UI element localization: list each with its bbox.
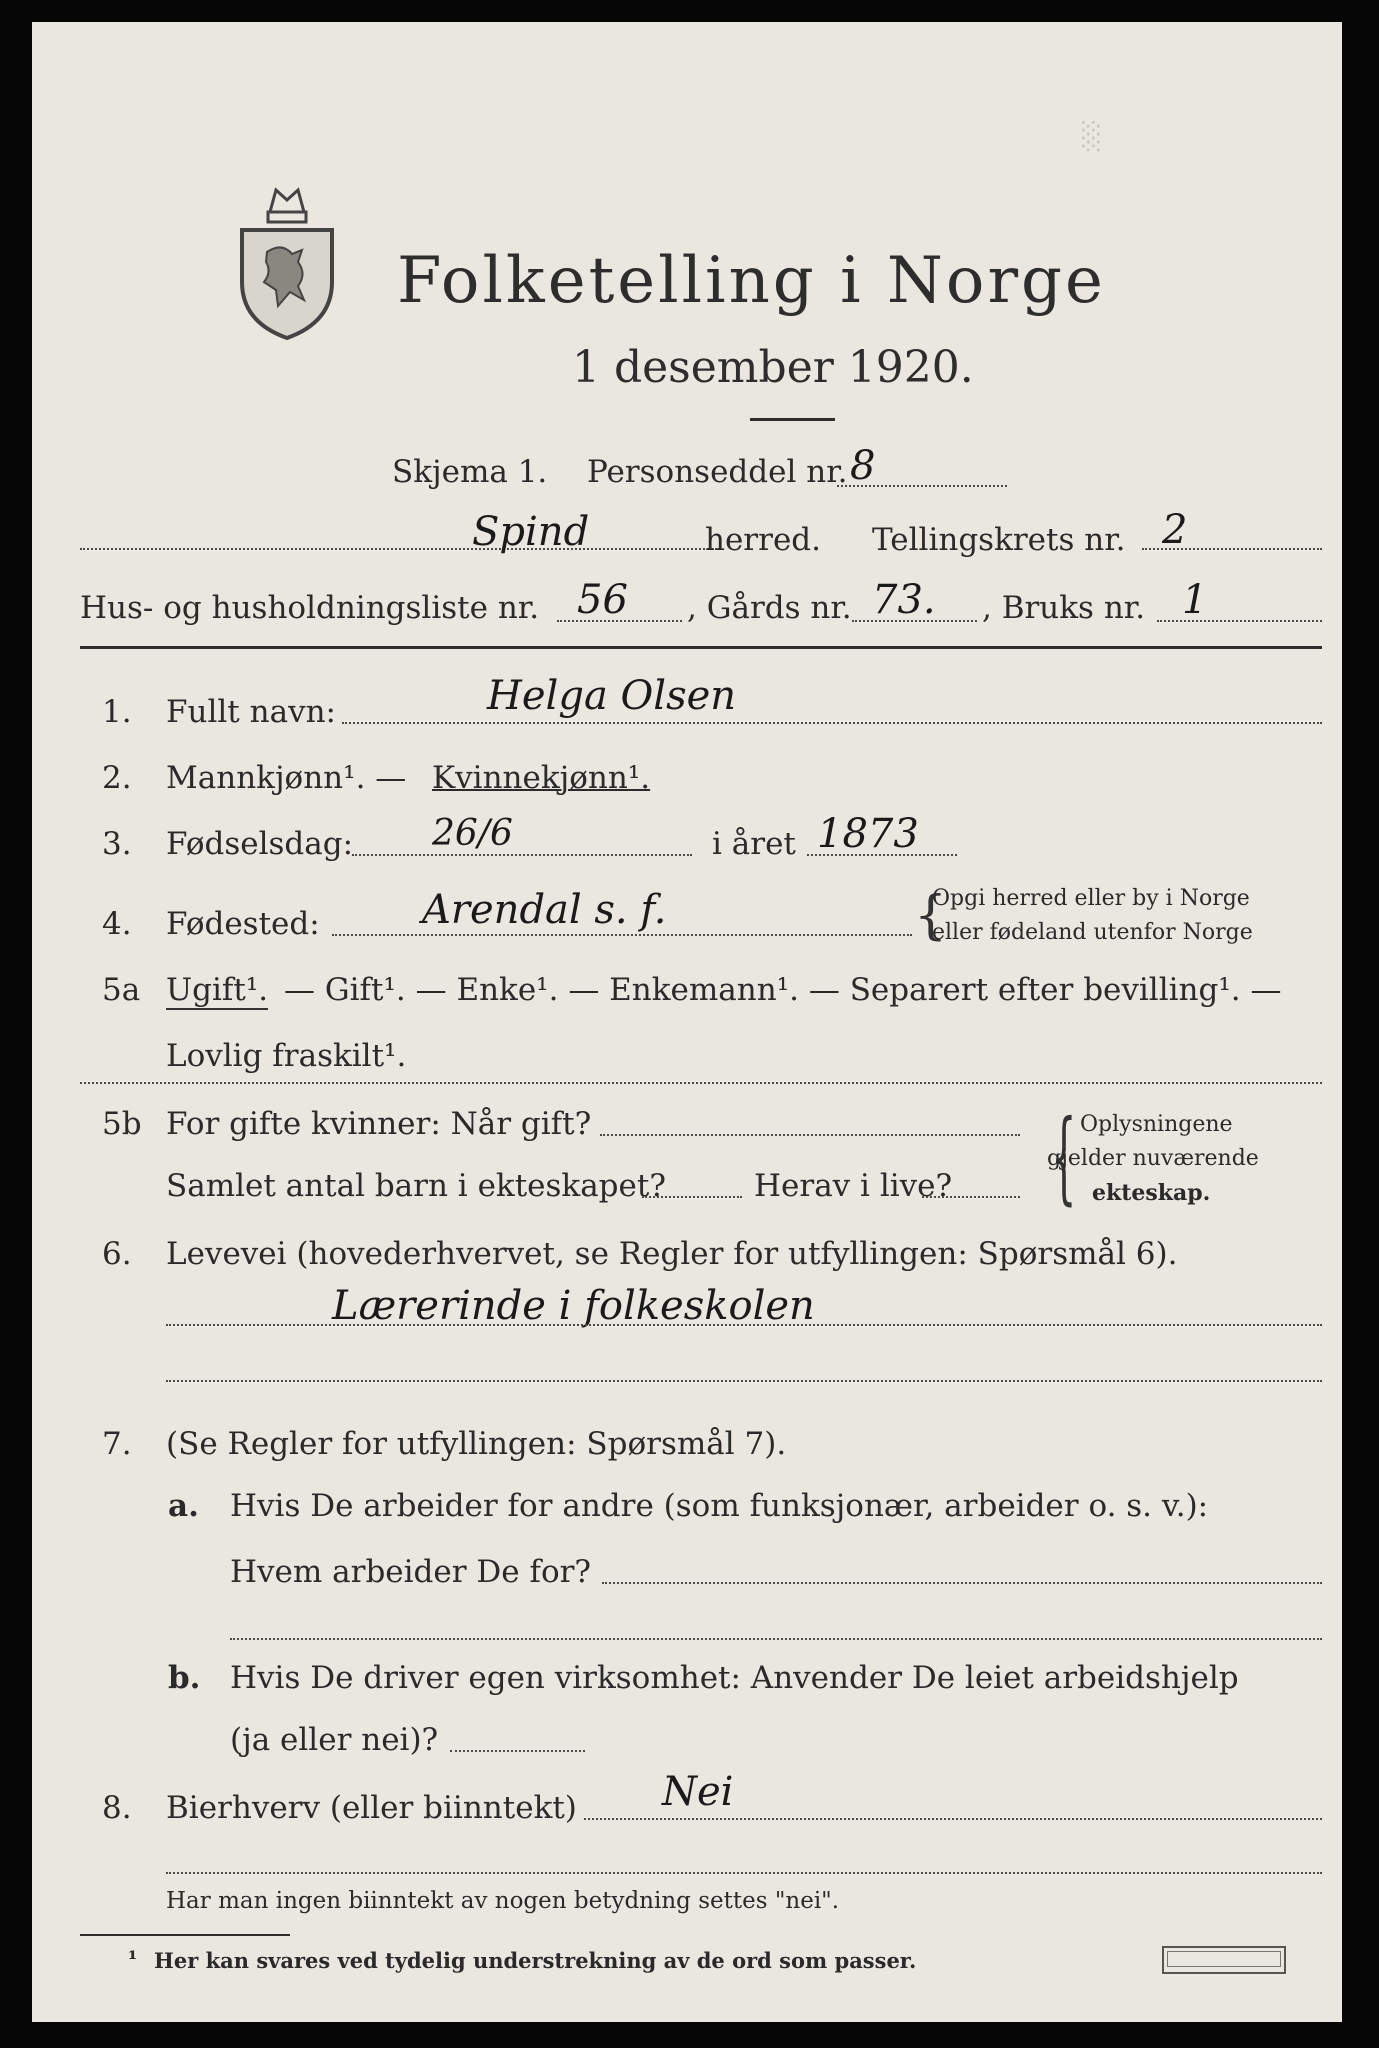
married-when-field-line xyxy=(600,1134,1020,1136)
side-income-note: Har man ingen biinntekt av nogen betydning settes "nei". xyxy=(166,1888,840,1914)
census-form-sheet xyxy=(32,22,1342,2022)
q8-number: 8. xyxy=(102,1790,132,1826)
personseddel-value[interactable]: 8 xyxy=(850,443,876,489)
tellingskrets-value[interactable]: 2 xyxy=(1162,507,1188,553)
married-when-label: For gifte kvinner: Når gift? xyxy=(166,1106,592,1142)
q6-number: 6. xyxy=(102,1236,132,1272)
q1-number: 1. xyxy=(102,694,132,730)
hired-help-field-line xyxy=(450,1750,585,1752)
side-income-field-line-2 xyxy=(166,1872,1322,1874)
side-income-field-line xyxy=(584,1818,1322,1820)
hus-value[interactable]: 56 xyxy=(577,577,628,623)
employer-field-line xyxy=(602,1582,1322,1584)
bruks-label: , Bruks nr. xyxy=(982,590,1146,626)
birthplace-note-line1: Opgi herred eller by i Norge xyxy=(932,886,1250,911)
bleed-through-text: ░ xyxy=(1082,122,1102,152)
marriage-note-brace: { xyxy=(1051,1098,1077,1215)
birthplace-field-line xyxy=(332,934,912,936)
marital-divorced-option[interactable]: Lovlig fraskilt¹. xyxy=(166,1038,407,1074)
marriage-note-line3: ekteskap. xyxy=(1092,1180,1211,1206)
q4-number: 4. xyxy=(102,906,132,942)
children-alive-label: Herav i live? xyxy=(754,1168,953,1204)
birthday-field-line xyxy=(352,854,692,856)
section-divider xyxy=(80,1082,1322,1084)
q7a-line2: Hvem arbeider De for? xyxy=(230,1554,592,1590)
q5a-number: 5a xyxy=(102,972,141,1008)
marital-ugift-option[interactable]: Ugift¹. xyxy=(166,972,269,1008)
q7b-mark: b. xyxy=(168,1660,201,1696)
q3-label: Fødselsdag: xyxy=(166,826,354,862)
tellingskrets-label: Tellingskrets nr. xyxy=(872,522,1126,558)
children-total-field-line xyxy=(642,1196,742,1198)
form-title: Folketelling i Norge xyxy=(397,244,1106,318)
q3-number: 3. xyxy=(102,826,132,862)
sex-male-option[interactable]: Mannkjønn¹. — xyxy=(166,760,407,796)
sex-female-option[interactable]: Kvinnekjønn¹. xyxy=(432,760,651,796)
printer-stamp xyxy=(1162,1946,1286,1974)
title-divider xyxy=(750,418,835,421)
marriage-note-line1: Oplysningene xyxy=(1080,1112,1233,1137)
birthplace-note-line2: eller fødeland utenfor Norge xyxy=(932,920,1253,945)
occupation-field-line-1 xyxy=(166,1324,1322,1326)
personseddel-label: Personseddel nr. xyxy=(587,454,848,490)
header-divider xyxy=(80,646,1322,649)
personseddel-field-line xyxy=(837,485,1007,487)
gards-label: , Gårds nr. xyxy=(687,590,852,626)
occupation-value[interactable]: Lærerinde i folkeskolen xyxy=(332,1283,815,1329)
q7-label: (Se Regler for utfyllingen: Spørsmål 7). xyxy=(166,1426,787,1462)
q7b-line1: Hvis De driver egen virksomhet: Anvender De leiet arbeidshjelp xyxy=(230,1660,1239,1696)
birthplace-note-brace: { xyxy=(914,886,948,946)
birthday-value[interactable]: 26/6 xyxy=(432,813,513,854)
bruks-value[interactable]: 1 xyxy=(1182,577,1208,623)
side-income-value[interactable]: Nei xyxy=(662,1769,734,1815)
employer-field-line-2 xyxy=(230,1638,1322,1640)
schema-label: Skjema 1. xyxy=(392,454,548,490)
norwegian-coat-of-arms-icon xyxy=(232,182,342,342)
q1-field-line xyxy=(342,722,1322,724)
q1-label: Fullt navn: xyxy=(166,694,336,730)
birthplace-value[interactable]: Arendal s. f. xyxy=(422,887,667,933)
q7a-line1: Hvis De arbeider for andre (som funksjonær, arbeider o. s. v.): xyxy=(230,1488,1209,1524)
footnote-text: Her kan svares ved tydelig understrekning av de ord som passer. xyxy=(154,1948,917,1973)
q2-number: 2. xyxy=(102,760,132,796)
q8-label: Bierhverv (eller biinntekt) xyxy=(166,1790,577,1826)
marriage-note-line2: gjelder nuværende xyxy=(1047,1146,1259,1171)
q7b-line2: (ja eller nei)? xyxy=(230,1722,439,1758)
children-total-label: Samlet antal barn i ekteskapet? xyxy=(166,1168,666,1204)
q4-label: Fødested: xyxy=(166,906,320,942)
full-name-value[interactable]: Helga Olsen xyxy=(487,673,737,719)
herred-field-line xyxy=(80,548,720,550)
birth-year-value[interactable]: 1873 xyxy=(817,811,919,857)
gards-value[interactable]: 73. xyxy=(872,577,936,623)
children-alive-field-line xyxy=(922,1196,1020,1198)
q6-label: Levevei (hovederhvervet, se Regler for utfyllingen: Spørsmål 6). xyxy=(166,1236,1178,1272)
footnote-divider xyxy=(80,1934,290,1936)
hus-label: Hus- og husholdningsliste nr. xyxy=(80,590,540,626)
tellingskrets-field-line xyxy=(1142,548,1322,550)
herred-label: herred. xyxy=(705,522,821,558)
q7-number: 7. xyxy=(102,1426,132,1462)
birth-year-label: i året xyxy=(712,826,796,862)
footnote-mark: ¹ xyxy=(128,1946,138,1971)
marital-other-options[interactable]: — Gift¹. — Enke¹. — Enkemann¹. — Separert efter bevilling¹. — xyxy=(284,972,1282,1008)
q7a-mark: a. xyxy=(168,1488,199,1524)
q5b-number: 5b xyxy=(102,1106,142,1142)
herred-value[interactable]: Spind xyxy=(472,509,590,555)
census-date: 1 desember 1920. xyxy=(572,342,974,393)
occupation-field-line-2 xyxy=(166,1380,1322,1382)
